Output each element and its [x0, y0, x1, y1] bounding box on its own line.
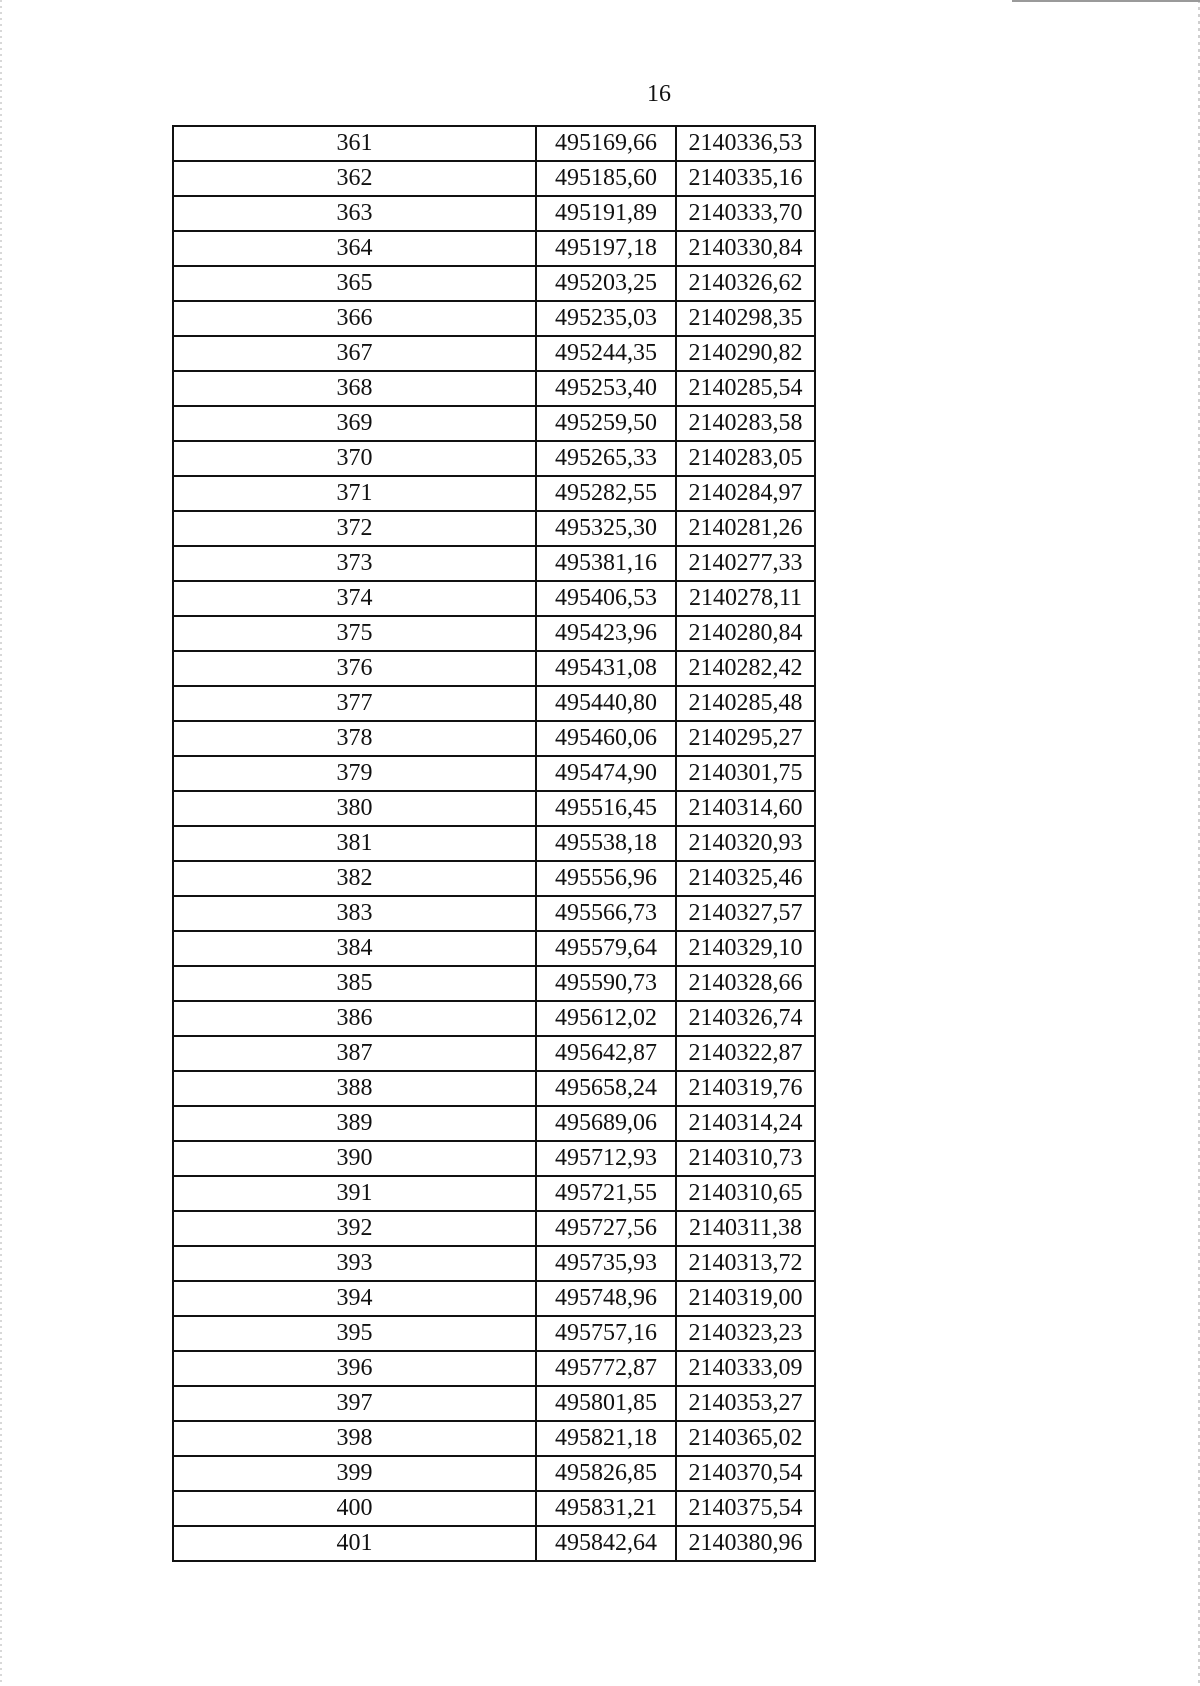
x-coordinate-cell: 495185,60	[536, 161, 676, 196]
y-coordinate-cell: 2140285,54	[676, 371, 815, 406]
table-row	[173, 231, 815, 266]
point-number-cell: 365	[173, 266, 536, 301]
point-number-cell: 381	[173, 826, 536, 861]
table-row	[173, 1106, 815, 1141]
x-coordinate-cell: 495406,53	[536, 581, 676, 616]
x-coordinate-cell: 495842,64	[536, 1526, 676, 1561]
point-number-cell: 389	[173, 1106, 536, 1141]
point-number-cell: 382	[173, 861, 536, 896]
y-coordinate-cell: 2140283,58	[676, 406, 815, 441]
point-number-cell: 398	[173, 1421, 536, 1456]
y-coordinate-cell: 2140328,66	[676, 966, 815, 1001]
x-coordinate-cell: 495658,24	[536, 1071, 676, 1106]
table-row	[173, 931, 815, 966]
y-coordinate-cell: 2140282,42	[676, 651, 815, 686]
x-coordinate-cell: 495735,93	[536, 1246, 676, 1281]
y-coordinate-cell: 2140326,62	[676, 266, 815, 301]
y-coordinate-cell: 2140325,46	[676, 861, 815, 896]
table-row	[173, 1351, 815, 1386]
table-row	[173, 266, 815, 301]
point-number-cell: 386	[173, 1001, 536, 1036]
table-row	[173, 196, 815, 231]
point-number-cell: 376	[173, 651, 536, 686]
x-coordinate-cell: 495826,85	[536, 1456, 676, 1491]
x-coordinate-cell: 495265,33	[536, 441, 676, 476]
point-number-cell: 368	[173, 371, 536, 406]
x-coordinate-cell: 495460,06	[536, 721, 676, 756]
y-coordinate-cell: 2140280,84	[676, 616, 815, 651]
table-row	[173, 756, 815, 791]
x-coordinate-cell: 495431,08	[536, 651, 676, 686]
table-row	[173, 126, 815, 161]
point-number-cell: 399	[173, 1456, 536, 1491]
y-coordinate-cell: 2140298,35	[676, 301, 815, 336]
y-coordinate-cell: 2140290,82	[676, 336, 815, 371]
table-row	[173, 1176, 815, 1211]
x-coordinate-cell: 495831,21	[536, 1491, 676, 1526]
y-coordinate-cell: 2140310,65	[676, 1176, 815, 1211]
x-coordinate-cell: 495590,73	[536, 966, 676, 1001]
table-row	[173, 1036, 815, 1071]
y-coordinate-cell: 2140311,38	[676, 1211, 815, 1246]
scan-edge-left	[0, 0, 2, 1686]
point-number-cell: 372	[173, 511, 536, 546]
y-coordinate-cell: 2140322,87	[676, 1036, 815, 1071]
x-coordinate-cell: 495474,90	[536, 756, 676, 791]
point-number-cell: 371	[173, 476, 536, 511]
table-row	[173, 791, 815, 826]
table-row	[173, 1421, 815, 1456]
x-coordinate-cell: 495191,89	[536, 196, 676, 231]
table-row	[173, 1526, 815, 1561]
table-row	[173, 896, 815, 931]
y-coordinate-cell: 2140329,10	[676, 931, 815, 966]
x-coordinate-cell: 495612,02	[536, 1001, 676, 1036]
x-coordinate-cell: 495253,40	[536, 371, 676, 406]
y-coordinate-cell: 2140284,97	[676, 476, 815, 511]
x-coordinate-cell: 495197,18	[536, 231, 676, 266]
y-coordinate-cell: 2140319,76	[676, 1071, 815, 1106]
table-row	[173, 1071, 815, 1106]
y-coordinate-cell: 2140380,96	[676, 1526, 815, 1561]
x-coordinate-cell: 495516,45	[536, 791, 676, 826]
y-coordinate-cell: 2140278,11	[676, 581, 815, 616]
point-number-cell: 384	[173, 931, 536, 966]
y-coordinate-cell: 2140327,57	[676, 896, 815, 931]
x-coordinate-cell: 495556,96	[536, 861, 676, 896]
table-row	[173, 1001, 815, 1036]
y-coordinate-cell: 2140375,54	[676, 1491, 815, 1526]
point-number-cell: 394	[173, 1281, 536, 1316]
y-coordinate-cell: 2140370,54	[676, 1456, 815, 1491]
point-number-cell: 400	[173, 1491, 536, 1526]
x-coordinate-cell: 495440,80	[536, 686, 676, 721]
table-row	[173, 581, 815, 616]
table-row	[173, 371, 815, 406]
x-coordinate-cell: 495579,64	[536, 931, 676, 966]
table-row	[173, 721, 815, 756]
x-coordinate-cell: 495169,66	[536, 126, 676, 161]
point-number-cell: 393	[173, 1246, 536, 1281]
y-coordinate-cell: 2140283,05	[676, 441, 815, 476]
point-number-cell: 370	[173, 441, 536, 476]
point-number-cell: 390	[173, 1141, 536, 1176]
table-row	[173, 1141, 815, 1176]
x-coordinate-cell: 495203,25	[536, 266, 676, 301]
point-number-cell: 380	[173, 791, 536, 826]
x-coordinate-cell: 495282,55	[536, 476, 676, 511]
table-row	[173, 861, 815, 896]
y-coordinate-cell: 2140335,16	[676, 161, 815, 196]
coordinates-table	[172, 125, 816, 1562]
y-coordinate-cell: 2140310,73	[676, 1141, 815, 1176]
table-row	[173, 441, 815, 476]
x-coordinate-cell: 495721,55	[536, 1176, 676, 1211]
y-coordinate-cell: 2140333,09	[676, 1351, 815, 1386]
x-coordinate-cell: 495423,96	[536, 616, 676, 651]
table-row	[173, 966, 815, 1001]
x-coordinate-cell: 495244,35	[536, 336, 676, 371]
point-number-cell: 397	[173, 1386, 536, 1421]
y-coordinate-cell: 2140333,70	[676, 196, 815, 231]
point-number-cell: 377	[173, 686, 536, 721]
x-coordinate-cell: 495235,03	[536, 301, 676, 336]
y-coordinate-cell: 2140323,23	[676, 1316, 815, 1351]
x-coordinate-cell: 495801,85	[536, 1386, 676, 1421]
y-coordinate-cell: 2140353,27	[676, 1386, 815, 1421]
point-number-cell: 366	[173, 301, 536, 336]
table-row	[173, 1246, 815, 1281]
x-coordinate-cell: 495325,30	[536, 511, 676, 546]
y-coordinate-cell: 2140277,33	[676, 546, 815, 581]
table-row	[173, 826, 815, 861]
y-coordinate-cell: 2140326,74	[676, 1001, 815, 1036]
point-number-cell: 363	[173, 196, 536, 231]
table-row	[173, 161, 815, 196]
table-row	[173, 546, 815, 581]
y-coordinate-cell: 2140336,53	[676, 126, 815, 161]
y-coordinate-cell: 2140330,84	[676, 231, 815, 266]
x-coordinate-cell: 495538,18	[536, 826, 676, 861]
point-number-cell: 392	[173, 1211, 536, 1246]
x-coordinate-cell: 495566,73	[536, 896, 676, 931]
point-number-cell: 388	[173, 1071, 536, 1106]
point-number-cell: 369	[173, 406, 536, 441]
x-coordinate-cell: 495642,87	[536, 1036, 676, 1071]
point-number-cell: 383	[173, 896, 536, 931]
point-number-cell: 373	[173, 546, 536, 581]
coordinates-table-body	[173, 126, 815, 1561]
table-row	[173, 1386, 815, 1421]
table-row	[173, 1316, 815, 1351]
point-number-cell: 379	[173, 756, 536, 791]
table-row	[173, 406, 815, 441]
x-coordinate-cell: 495757,16	[536, 1316, 676, 1351]
point-number-cell: 375	[173, 616, 536, 651]
y-coordinate-cell: 2140319,00	[676, 1281, 815, 1316]
x-coordinate-cell: 495712,93	[536, 1141, 676, 1176]
x-coordinate-cell: 495381,16	[536, 546, 676, 581]
point-number-cell: 395	[173, 1316, 536, 1351]
y-coordinate-cell: 2140314,60	[676, 791, 815, 826]
x-coordinate-cell: 495689,06	[536, 1106, 676, 1141]
table-row	[173, 336, 815, 371]
point-number-cell: 401	[173, 1526, 536, 1561]
y-coordinate-cell: 2140365,02	[676, 1421, 815, 1456]
table-row	[173, 301, 815, 336]
y-coordinate-cell: 2140281,26	[676, 511, 815, 546]
point-number-cell: 387	[173, 1036, 536, 1071]
x-coordinate-cell: 495821,18	[536, 1421, 676, 1456]
point-number-cell: 374	[173, 581, 536, 616]
x-coordinate-cell: 495727,56	[536, 1211, 676, 1246]
table-row	[173, 651, 815, 686]
point-number-cell: 385	[173, 966, 536, 1001]
scan-top-line	[1012, 0, 1200, 2]
point-number-cell: 364	[173, 231, 536, 266]
y-coordinate-cell: 2140320,93	[676, 826, 815, 861]
table-row	[173, 511, 815, 546]
y-coordinate-cell: 2140295,27	[676, 721, 815, 756]
x-coordinate-cell: 495748,96	[536, 1281, 676, 1316]
point-number-cell: 362	[173, 161, 536, 196]
y-coordinate-cell: 2140313,72	[676, 1246, 815, 1281]
y-coordinate-cell: 2140301,75	[676, 756, 815, 791]
point-number-cell: 367	[173, 336, 536, 371]
table-row	[173, 476, 815, 511]
table-row	[173, 1456, 815, 1491]
x-coordinate-cell: 495259,50	[536, 406, 676, 441]
table-row	[173, 1491, 815, 1526]
y-coordinate-cell: 2140314,24	[676, 1106, 815, 1141]
point-number-cell: 396	[173, 1351, 536, 1386]
y-coordinate-cell: 2140285,48	[676, 686, 815, 721]
table-row	[173, 1281, 815, 1316]
table-row	[173, 1211, 815, 1246]
table-row	[173, 616, 815, 651]
table-row	[173, 686, 815, 721]
point-number-cell: 378	[173, 721, 536, 756]
point-number-cell: 391	[173, 1176, 536, 1211]
x-coordinate-cell: 495772,87	[536, 1351, 676, 1386]
point-number-cell: 361	[173, 126, 536, 161]
page-number: 16	[647, 81, 671, 107]
